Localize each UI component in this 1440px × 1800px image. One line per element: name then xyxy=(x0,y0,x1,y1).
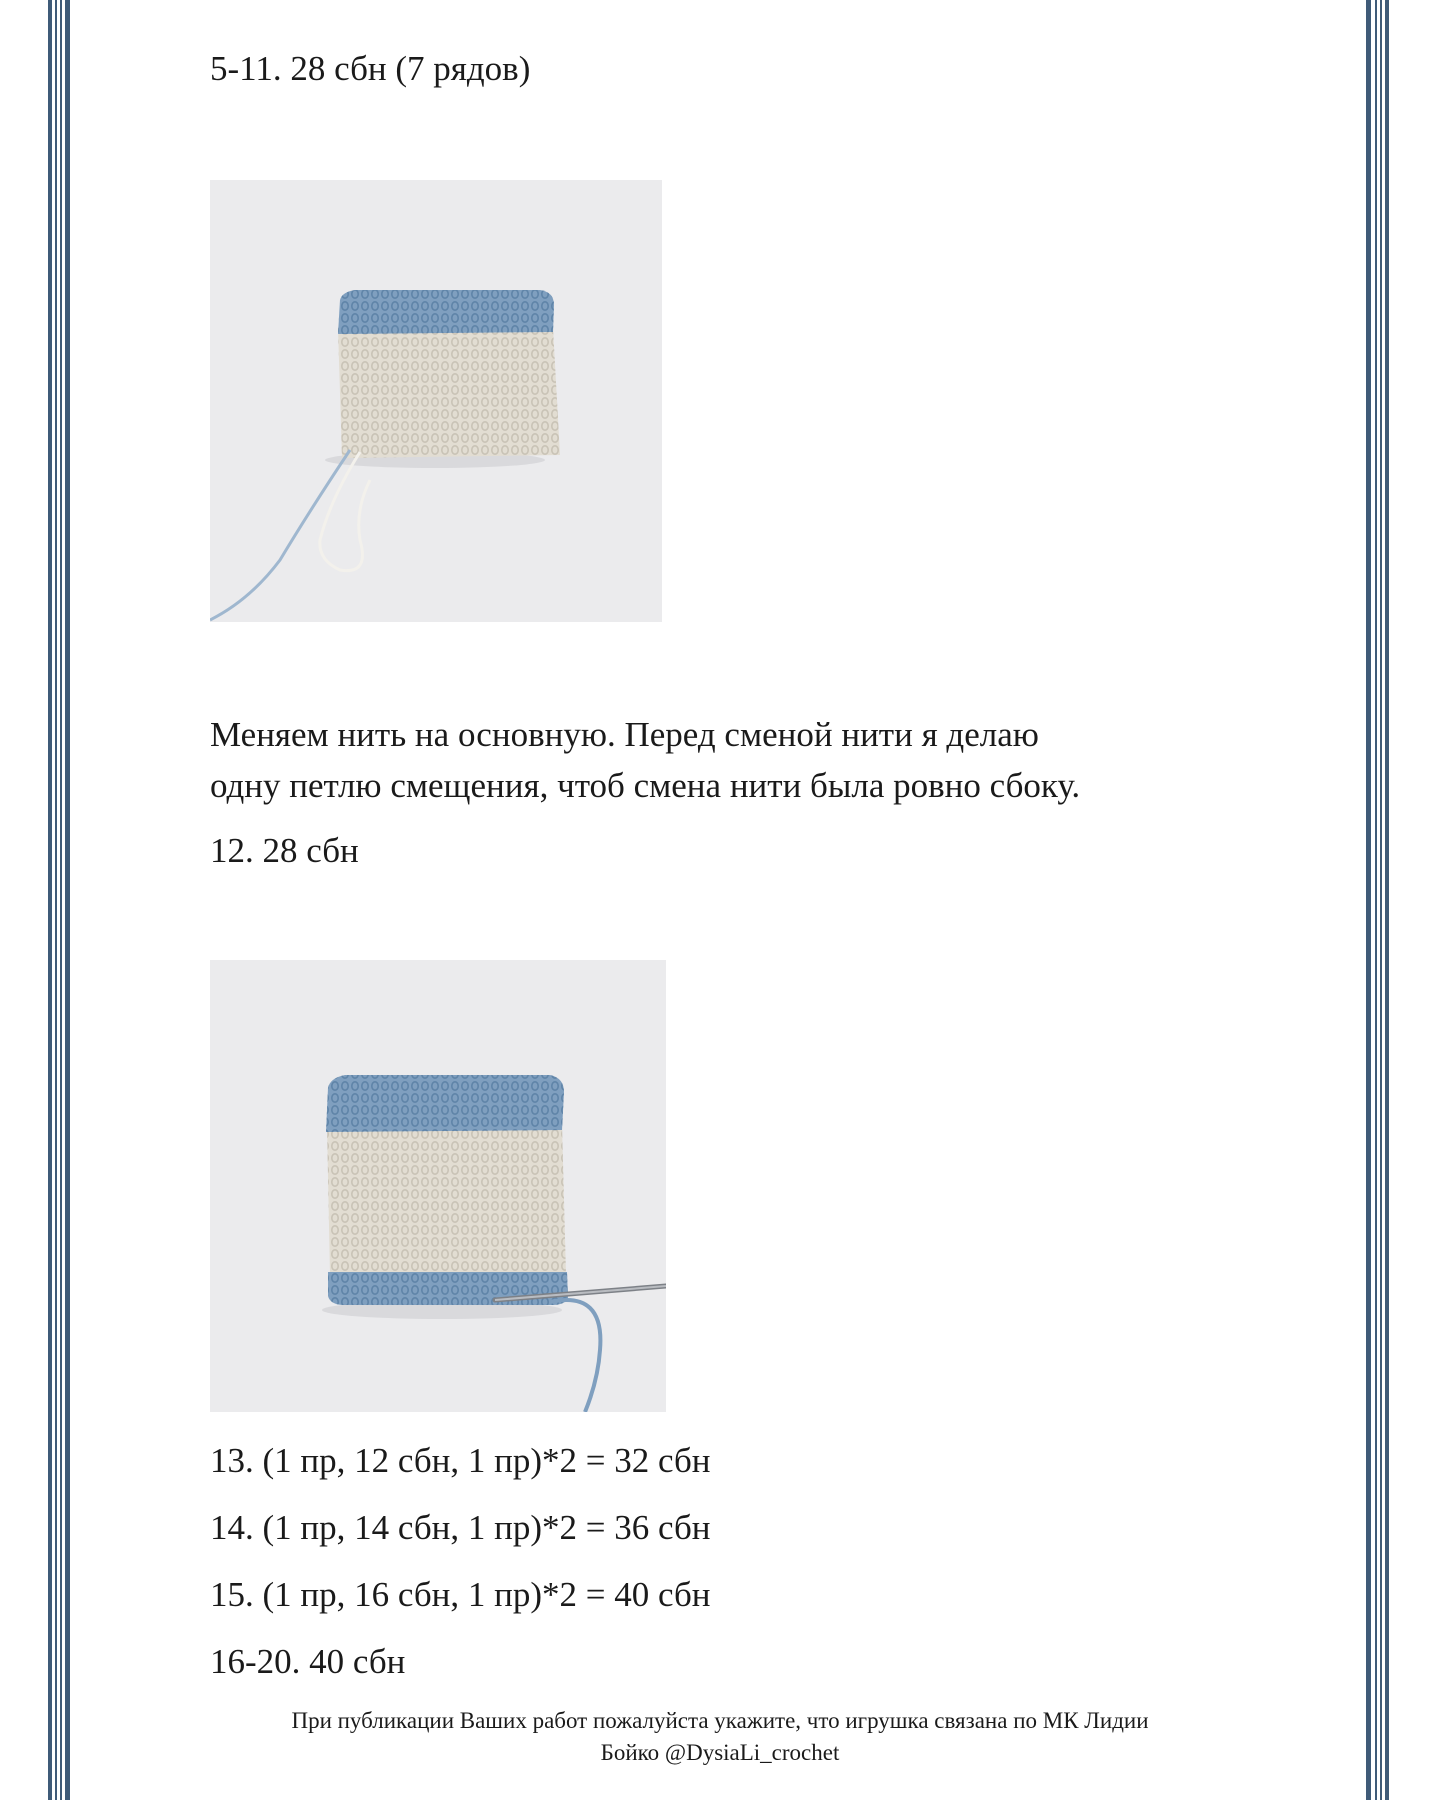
copyright-footer xyxy=(150,1705,1290,1769)
paragraph-line-1: Меняем нить на основную. Перед сменой нити я делаю xyxy=(210,715,1039,754)
step-12-text: 12. 28 сбн xyxy=(210,831,359,870)
crochet-photo-1 xyxy=(210,180,662,622)
left-frame-border xyxy=(48,0,72,1800)
step-5-11-text: 5-11. 28 сбн (7 рядов) xyxy=(210,49,531,88)
step-15-text: 15. (1 пр, 16 сбн, 1 пр)*2 = 40 сбн xyxy=(210,1575,711,1614)
footer-line-1: При публикации Ваших работ пожалуйста укажите, что игрушка связана по МК Лидии xyxy=(291,1708,1149,1733)
paragraph-line-2: одну петлю смещения, чтоб смена нити была ровно сбоку. xyxy=(210,765,1081,805)
footer-line-2: Бойко @DysiaLi_crochet xyxy=(600,1740,840,1766)
crochet-photo-2 xyxy=(210,960,666,1412)
yarn-change-paragraph xyxy=(210,710,1080,812)
step-16-20-text: 16-20. 40 сбн xyxy=(210,1642,406,1681)
step-14-text: 14. (1 пр, 14 сбн, 1 пр)*2 = 36 сбн xyxy=(210,1508,711,1547)
right-frame-border xyxy=(1366,0,1390,1800)
step-13-text: 13. (1 пр, 12 сбн, 1 пр)*2 = 32 сбн xyxy=(210,1441,711,1480)
